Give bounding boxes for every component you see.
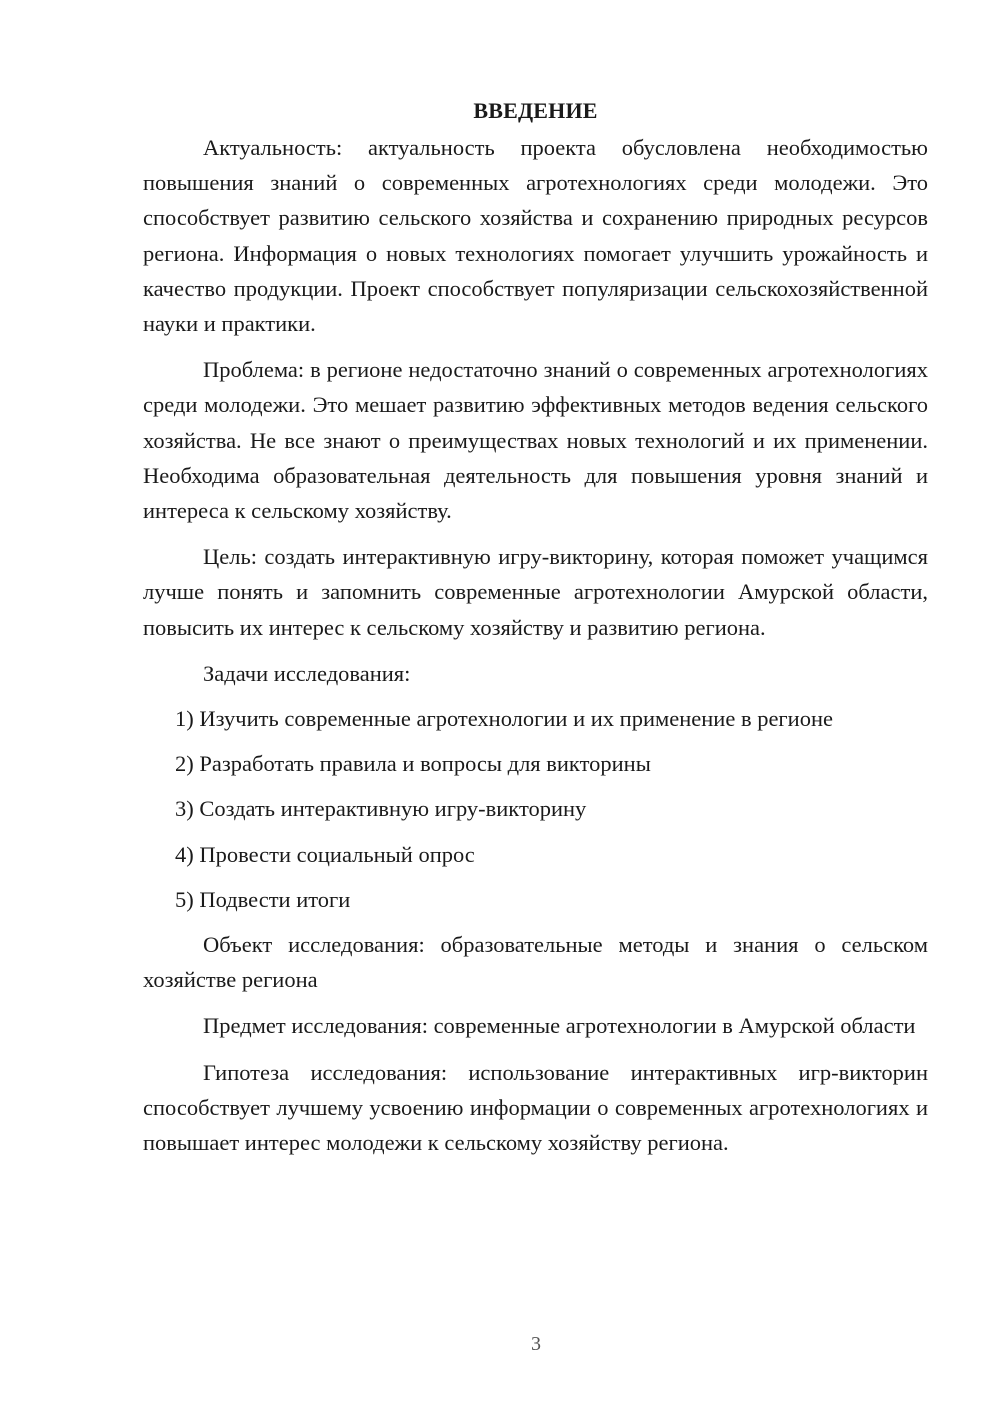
task-item: 1) Изучить современные агротехнологии и их применение в регионе (175, 706, 833, 732)
page-number: 3 (531, 1333, 541, 1355)
tasks-heading: Задачи исследования: (203, 660, 411, 686)
section-title: ВВЕДЕНИЕ (473, 98, 598, 123)
task-item: 5) Подвести итоги (175, 886, 351, 912)
task-item: 2) Разработать правила и вопросы для викторины (175, 751, 651, 777)
document-page (143, 96, 928, 1171)
tasks-list (143, 701, 928, 917)
object-paragraph: Объект исследования: образовательные методы и знания о сельском хозяйстве региона (143, 932, 928, 993)
subject-paragraph: Предмет исследования: современные агротехнологии в Амурской области (203, 1013, 916, 1039)
hypothesis-paragraph: Гипотеза исследования: использование интерактивных игр-викторин способствует лучшему усвоению информации о современных агротехнологиях и повышает интерес молодежи к сельскому хозяйству региона. (143, 1059, 928, 1156)
relevance-paragraph: Актуальность: актуальность проекта обусловлена необходимостью повышения знаний о современных агротехнологиях среди молодежи. Это способствует развитию сельского хозяйства и сохранению природных ресурсов региона. Информация о новых технологиях помогает улучшить урожайность и качество продукции. Проект способствует популяризации сельскохозяйственной науки и практики. (143, 135, 928, 337)
task-item: 4) Провести социальный опрос (175, 841, 475, 867)
task-item: 3) Создать интерактивную игру-викторину (175, 796, 587, 822)
problem-paragraph: Проблема: в регионе недостаточно знаний о современных агротехнологиях среди молодежи. Это мешает развитию эффективных методов ведения сельского хозяйства. Не все знают о преимуществах новых технологий и их применении. Необходима образовательная деятельность для повышения уровня знаний и интереса к сельскому хозяйству. (143, 357, 928, 524)
goal-paragraph: Цель: создать интерактивную игру-викторину, которая поможет учащимся лучше понять и запомнить современные агротехнологии Амурской области, повысить их интерес к сельскому хозяйству и развитию региона. (143, 544, 928, 640)
